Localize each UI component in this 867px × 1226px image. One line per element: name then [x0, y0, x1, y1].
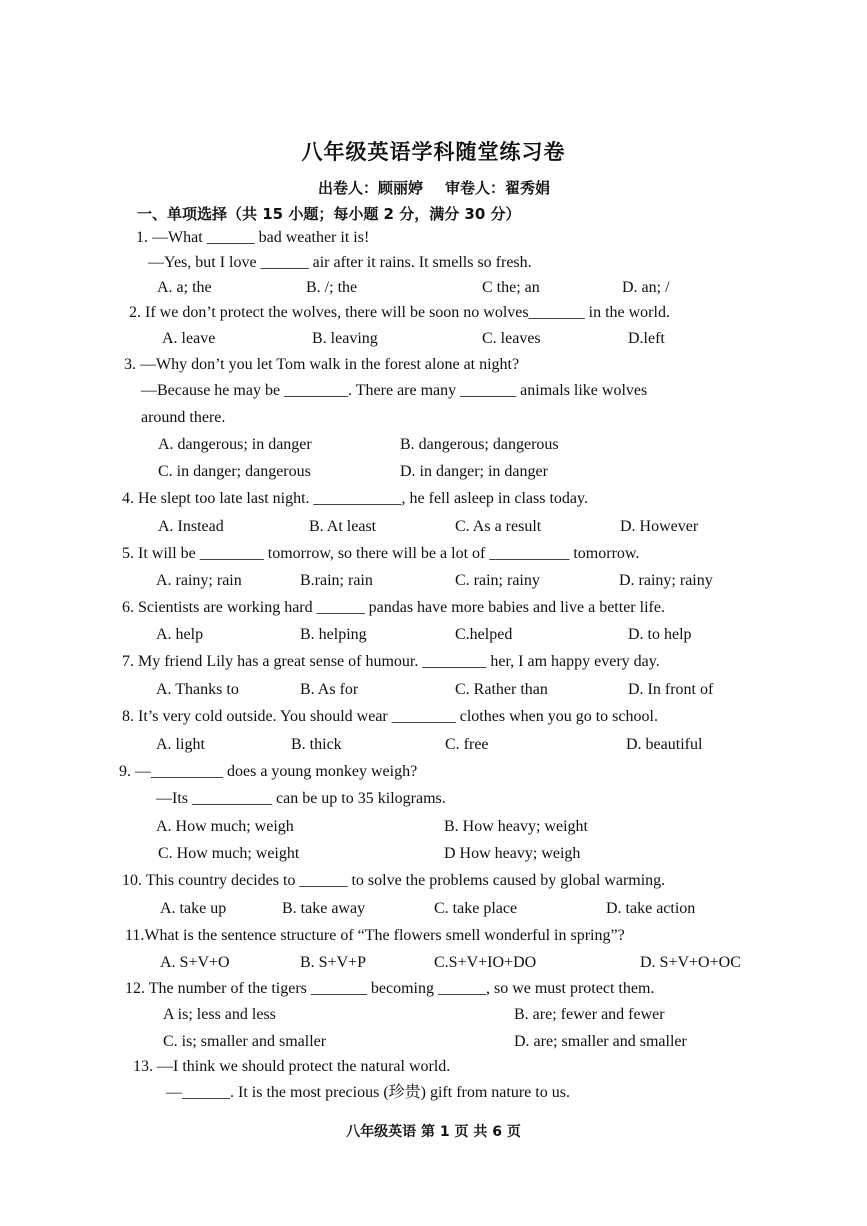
option-c: C. As a result	[455, 518, 542, 535]
option-b: B. At least	[309, 518, 377, 535]
question-line: 10. This country decides to ______ to solve the problems caused by global warming.	[122, 872, 666, 889]
question-line: 12. The number of the tigers _______ becoming ______, so we must protect them.	[125, 980, 655, 997]
option-b: B.rain; rain	[300, 572, 373, 589]
question-line: 6. Scientists are working hard ______ pandas have more babies and live a better life.	[122, 599, 665, 616]
option-b: B. dangerous; dangerous	[400, 436, 559, 453]
option-b: B. S+V+P	[300, 954, 367, 971]
option-c: C. rain; rainy	[455, 572, 540, 589]
option-d: D. to help	[628, 626, 692, 643]
option-a: A. a; the	[157, 279, 212, 296]
option-b: B. take away	[282, 900, 366, 917]
question-line: 4. He slept too late last night. ___________, he fell asleep in class today.	[122, 490, 588, 507]
option-d: D. In front of	[628, 681, 714, 698]
question-line: —Its __________ can be up to 35 kilograms.	[156, 790, 446, 807]
option-d: D How heavy; weigh	[444, 845, 581, 862]
question-line: —Yes, but I love ______ air after it rains. It smells so fresh.	[148, 254, 532, 271]
question-line: around there.	[141, 409, 226, 426]
question-line: —Because he may be ________. There are many _______ animals like wolves	[141, 382, 648, 399]
option-b: B. As for	[300, 681, 359, 698]
section-title: 一、单项选择（共 15 小题；每小题 2 分，满分 30 分）	[137, 205, 521, 223]
option-c: C. Rather than	[455, 681, 548, 698]
option-d: D. take action	[606, 900, 696, 917]
option-c: C. free	[445, 736, 489, 753]
question-line: 7. My friend Lily has a great sense of humour. ________ her, I am happy every day.	[122, 653, 660, 670]
option-b: B. /; the	[306, 279, 358, 296]
option-d: D. an; /	[622, 279, 670, 296]
option-a: A is; less and less	[163, 1006, 276, 1023]
option-c: C the; an	[482, 279, 540, 296]
option-b: B. are; fewer and fewer	[514, 1006, 665, 1023]
question-line: 3. —Why don’t you let Tom walk in the forest alone at night?	[124, 356, 520, 373]
option-b: B. thick	[291, 736, 342, 753]
setter-label: 出卷人：顾丽婷	[318, 179, 424, 197]
question-line: 1. —What ______ bad weather it is!	[136, 229, 370, 246]
option-d: D.left	[628, 330, 665, 347]
question-line: 11.What is the sentence structure of “The flowers smell wonderful in spring”?	[125, 927, 625, 944]
question-line: 13. —I think we should protect the natural world.	[133, 1058, 451, 1075]
question-line: 9. —_________ does a young monkey weigh?	[119, 763, 418, 780]
option-c: C. How much; weight	[158, 845, 300, 862]
author-info	[318, 177, 550, 198]
option-a: A. S+V+O	[160, 954, 230, 971]
option-a: A. rainy; rain	[156, 572, 242, 589]
option-a: A. take up	[160, 900, 227, 917]
option-c: C. is; smaller and smaller	[163, 1033, 327, 1050]
question-line: 2. If we don’t protect the wolves, there will be soon no wolves_______ in the world.	[129, 304, 670, 321]
option-d: D. beautiful	[626, 736, 703, 753]
option-d: D. are; smaller and smaller	[514, 1033, 687, 1050]
option-a: A. Instead	[158, 518, 224, 535]
option-a: A. dangerous; in danger	[158, 436, 312, 453]
option-b: B. helping	[300, 626, 367, 643]
reviewer-label: 审卷人：翟秀娟	[445, 179, 551, 197]
option-a: A. leave	[162, 330, 216, 347]
option-a: A. Thanks to	[156, 681, 239, 698]
option-c: C. take place	[434, 900, 518, 917]
option-c: C.helped	[455, 626, 513, 643]
option-c: C.S+V+IO+DO	[434, 954, 537, 971]
question-line: 5. It will be ________ tomorrow, so there will be a lot of __________ tomorrow.	[122, 545, 640, 562]
option-c: C. leaves	[482, 330, 541, 347]
question-line: 8. It’s very cold outside. You should wear ________ clothes when you go to school.	[122, 708, 658, 725]
option-d: D. However	[620, 518, 699, 535]
option-a: A. light	[156, 736, 205, 753]
option-b: B. How heavy; weight	[444, 818, 588, 835]
page-footer: 八年级英语 第 1 页 共 6 页	[346, 1124, 521, 1140]
option-a: A. help	[156, 626, 204, 643]
option-d: D. in danger; in danger	[400, 463, 548, 480]
option-c: C. in danger; dangerous	[158, 463, 311, 480]
option-a: A. How much; weigh	[156, 818, 294, 835]
option-d: D. S+V+O+OC	[640, 954, 741, 971]
option-d: D. rainy; rainy	[619, 572, 713, 589]
option-b: B. leaving	[312, 330, 378, 347]
question-line: —______. It is the most precious (珍贵) gift from nature to us.	[166, 1084, 570, 1101]
page-title: 八年级英语学科随堂练习卷	[301, 140, 566, 164]
